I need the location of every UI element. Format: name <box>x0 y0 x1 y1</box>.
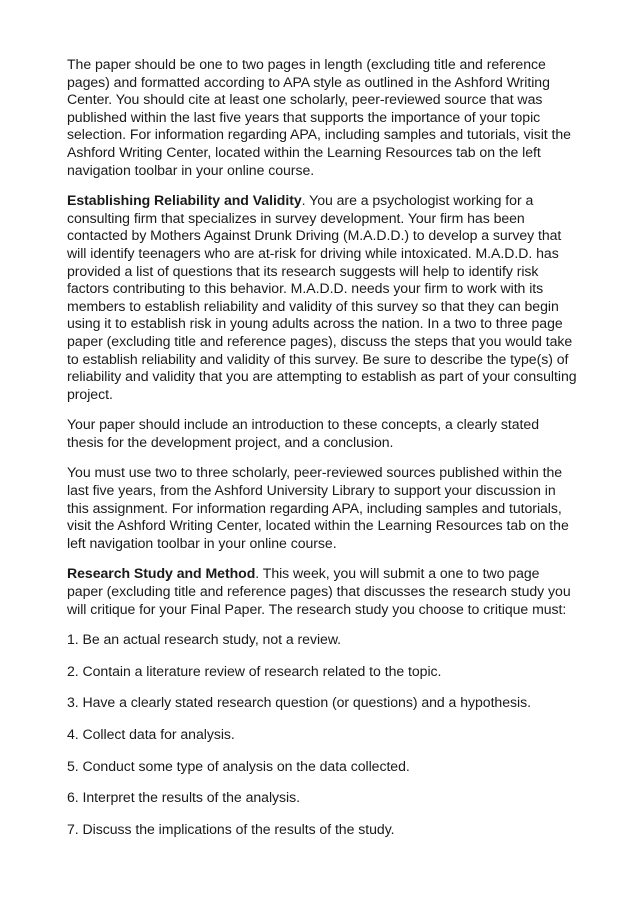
intro-paragraph: The paper should be one to two pages in length (excluding title and reference pages) and formatted according to APA style as outlined in the Ashford Writing Center. You should cite at least one scholarly, peer-reviewed source that was published within the last five years that supports the importance of your topic selection. For information regarding APA, including samples and tutorials, visit the Ashford Writing Center, located within the Learning Resources tab on the left navigation toolbar in your online course. <box>67 56 571 178</box>
requirement-item: 4. Collect data for analysis. <box>67 726 235 742</box>
reliability-paragraph <box>67 192 577 403</box>
requirement-item: 5. Conduct some type of analysis on the data collected. <box>67 757 410 774</box>
include-paragraph: Your paper should include an introduction to these concepts, a clearly stated thesis for the development project, and a conclusion. <box>67 416 539 450</box>
requirement-item: 6. Interpret the results of the analysis. <box>67 789 300 806</box>
research-heading: Research Study and Method <box>67 565 256 582</box>
reliability-heading: Establishing Reliability and Validity <box>67 192 302 209</box>
reliability-body: . You are a psychologist working for a consulting firm that specializes in survey development. Your firm has been contacted by Mothers Against Drunk Driving (M.A.D.D.) to develop a survey that will identify teenagers who are at-risk for driving while intoxicated. M.A.D.D. has provided a list of questions that its research suggests will help to identify risk factors contributing to this behavior. M.A.D.D. needs your firm to work with its members to establish reliability and validity of this survey so that they can begin using it to establish risk in young adults across the nation. In a two to three page paper (excluding title and reference pages), discuss the steps that you would take to establish reliability and validity of this survey. Be sure to describe the type(s) of reliability and validity that you are attempting to establish as part of your consulting project. <box>67 192 577 402</box>
requirement-item: 2. Contain a literature review of research related to the topic. <box>67 662 442 679</box>
research-body: . This week, you will submit a one to two page paper (excluding title and reference pages) that discusses the research study you will critique for your Final Paper. The research study you choose to critique must: <box>67 565 571 617</box>
document-page <box>67 56 577 852</box>
research-paragraph <box>67 565 577 618</box>
requirement-item: 3. Have a clearly stated research question (or questions) and a hypothesis. <box>67 694 531 711</box>
requirement-item: 7. Discuss the implications of the results of the study. <box>67 820 395 837</box>
sources-paragraph: You must use two to three scholarly, peer-reviewed sources published within the last five years, from the Ashford University Library to support your discussion in this assignment. For information regarding APA, including samples and tutorials, visit the Ashford Writing Center, located within the Learning Resources tab on the left navigation toolbar in your online course. <box>67 464 569 551</box>
requirement-item: 1. Be an actual research study, not a review. <box>67 631 342 648</box>
